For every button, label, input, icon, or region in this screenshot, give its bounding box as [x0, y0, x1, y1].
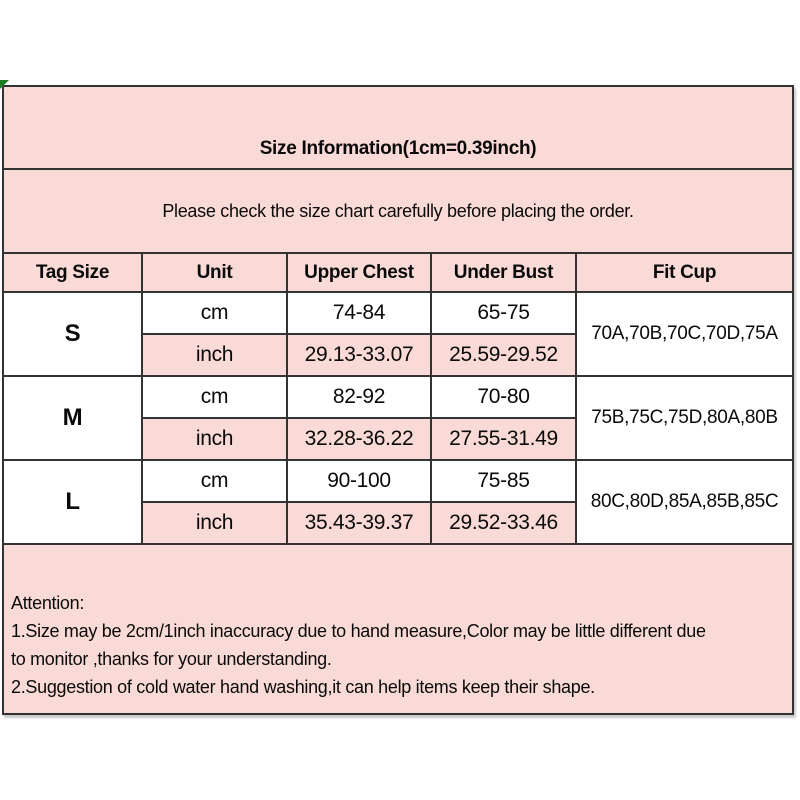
under-bust-cell: 65-75 [432, 293, 577, 335]
column-header-tag-size: Tag Size [4, 254, 143, 293]
attention-line: to monitor ,thanks for your understanding. [11, 649, 332, 669]
column-header-fit-cup: Fit Cup [577, 254, 792, 293]
unit-cell: cm [143, 377, 288, 419]
attention-heading: Attention: [11, 593, 85, 613]
tag-size-cell-l: L [4, 461, 143, 545]
fit-cup-cell-l: 80C,80D,85A,85B,85C [577, 461, 792, 545]
tag-size-cell-s: S [4, 293, 143, 377]
attention-line: 2.Suggestion of cold water hand washing,it can help items keep their shape. [11, 677, 595, 697]
upper-chest-cell: 74-84 [288, 293, 432, 335]
under-bust-cell: 25.59-29.52 [432, 335, 577, 377]
page-subtitle: Please check the size chart carefully before placing the order. [162, 200, 634, 221]
under-bust-cell: 75-85 [432, 461, 577, 503]
unit-cell: cm [143, 461, 288, 503]
tag-size-cell-m: M [4, 377, 143, 461]
upper-chest-cell: 35.43-39.37 [288, 503, 432, 545]
under-bust-cell: 70-80 [432, 377, 577, 419]
unit-cell: inch [143, 419, 288, 461]
column-header-unit: Unit [143, 254, 288, 293]
upper-chest-cell: 90-100 [288, 461, 432, 503]
fit-cup-cell-s: 70A,70B,70C,70D,75A [577, 293, 792, 377]
corner-green-mark [0, 80, 9, 89]
unit-cell: inch [143, 503, 288, 545]
size-chart-panel [2, 85, 794, 715]
title-bar [4, 87, 792, 170]
under-bust-cell: 27.55-31.49 [432, 419, 577, 461]
upper-chest-cell: 82-92 [288, 377, 432, 419]
attention-note [4, 545, 792, 713]
unit-cell: cm [143, 293, 288, 335]
under-bust-cell: 29.52-33.46 [432, 503, 577, 545]
unit-cell: inch [143, 335, 288, 377]
fit-cup-cell-m: 75B,75C,75D,80A,80B [577, 377, 792, 461]
subtitle-bar [4, 170, 792, 254]
attention-line: 1.Size may be 2cm/1inch inaccuracy due to hand measure,Color may be little different due [11, 621, 706, 641]
page-title: Size Information(1cm=0.39inch) [259, 138, 537, 159]
size-table [4, 254, 792, 545]
column-header-upper-chest: Upper Chest [288, 254, 432, 293]
column-header-under-bust: Under Bust [432, 254, 577, 293]
upper-chest-cell: 29.13-33.07 [288, 335, 432, 377]
upper-chest-cell: 32.28-36.22 [288, 419, 432, 461]
